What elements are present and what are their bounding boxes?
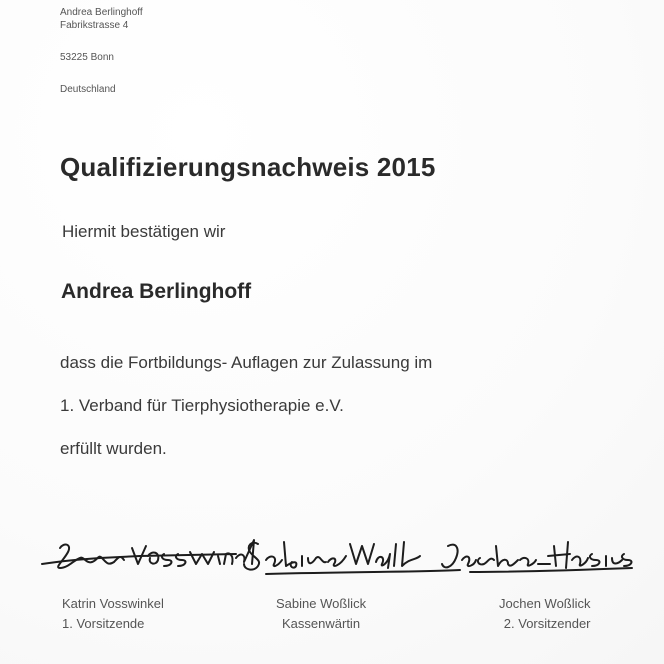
- sender-country: Deutschland: [60, 84, 116, 95]
- signer-name: Katrin Vosswinkel: [62, 596, 164, 611]
- certificate-title: Qualifizierungsnachweis 2015: [60, 152, 436, 182]
- sender-street: Fabrikstrasse 4: [60, 20, 129, 31]
- sender-city: 53225 Bonn: [60, 52, 114, 63]
- certificate-body-line: erfüllt wurden.: [60, 439, 167, 458]
- recipient-name: Andrea Berlinghoff: [61, 280, 252, 303]
- signer-role: Kassenwärtin: [282, 616, 361, 631]
- certificate-body-line: 1. Verband für Tierphysiotherapie e.V.: [60, 396, 344, 415]
- signature-block: [499, 594, 591, 634]
- signer-name: Sabine Woßlick: [276, 596, 367, 611]
- certificate-intro: Hiermit bestätigen wir: [62, 222, 226, 241]
- sender-address: [60, 6, 143, 96]
- sender-name: Andrea Berlinghoff: [60, 7, 143, 18]
- certificate-body: [60, 353, 432, 482]
- certificate-body-line: dass die Fortbildungs- Auflagen zur Zulassung im: [60, 353, 433, 372]
- signer-role: 1. Vorsitzende: [62, 616, 145, 631]
- signature-block: [276, 594, 366, 634]
- handwritten-signatures: [40, 534, 640, 586]
- signer-name: Jochen Woßlick: [499, 596, 591, 611]
- signer-role: 2. Vorsitzender: [503, 616, 591, 631]
- signature-block: [62, 594, 164, 634]
